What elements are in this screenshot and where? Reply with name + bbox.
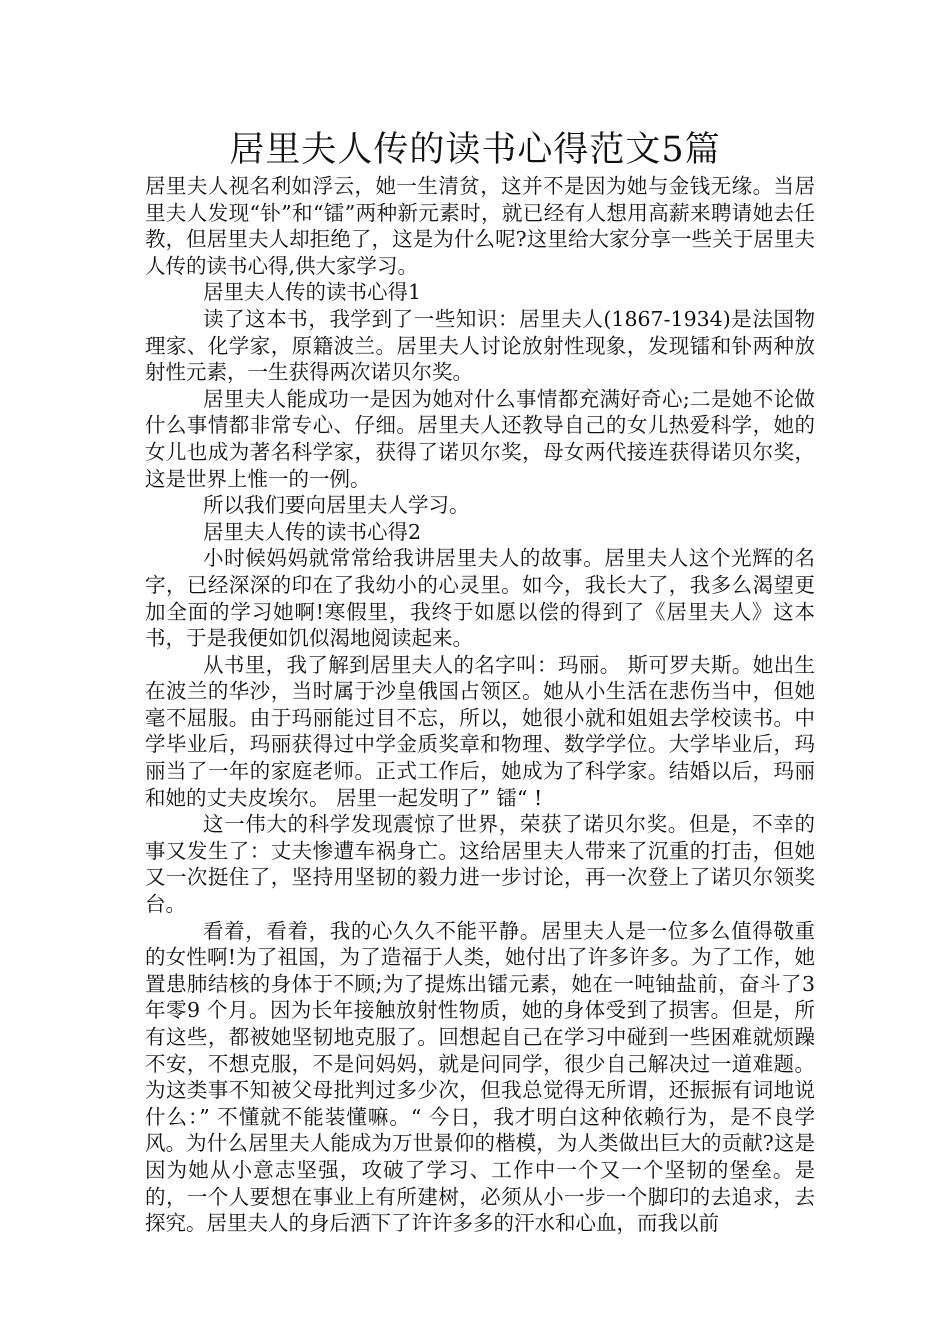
body-paragraph: 从书里，我了解到居里夫人的名字叫：玛丽。 斯可罗夫斯。她出生在波兰的华沙，当时属于沙皇俄国占领区。她从小生活在悲伤当中，但她毫不屈服。由于玛丽能过目不忘，所以，她很小就和姐姐去学校读书。中学毕业后，玛丽获得过中学金质奖章和物理、数学学位。大学毕业后，玛丽当了一年的家庭老师。正式工作后，她成为了科学家。结婚以后，玛丽和她的丈夫皮埃尔。 居里一起发明了” 镭“ ! xyxy=(145,652,815,810)
body-paragraph: 这一伟大的科学发现震惊了世界，荣获了诺贝尔奖。但是，不幸的事又发生了：丈夫惨遭车祸身亡。这给居里夫人带来了沉重的打击，但她又一次挺住了，坚持用坚韧的毅力进一步讨论，再一次登上了诺贝尔领奖台。 xyxy=(145,812,815,917)
document-title: 居里夫人传的读书心得范文5篇 xyxy=(229,130,721,170)
body-paragraph: 小时候妈妈就常常给我讲居里夫人的故事。居里夫人这个光辉的名字，已经深深的印在了我幼小的心灵里。如今，我长大了，我多么渴望更加全面的学习她啊!寒假里，我终于如愿以偿的得到了《居里夫人》这本书，于是我便如饥似渴地阅读起来。 xyxy=(145,546,815,651)
section-heading-2: 居里夫人传的读书心得2 xyxy=(203,519,422,544)
body-paragraph: 看着，看着，我的心久久不能平静。居里夫人是一位多么值得敬重的女性啊!为了祖国，为了造福于人类，她付出了许多许多。为了工作，她置患肺结核的身体于不顾;为了提炼出镭元素，她在一吨铀盐前，奋斗了3 年零9 个月。因为长年接触放射性物质，她的身体受到了损害。但是，所有这些，都被她坚韧地克服了。回想起自己在学习中碰到一些困难就烦躁不安，不想克服，不是问妈妈，就是问同学，很少自己解决过一道难题。为这类事不知被父母批判过多少次，但我总觉得无所谓，还振振有词地说什么：” 不懂就不能装懂嘛。“ 今日，我才明白这种依赖行为，是不良学风。为什么居里夫人能成为万世景仰的楷模，为人类做出巨大的贡献?这是因为她从小意志坚强，攻破了学习、工作中一个又一个坚韧的堡垒。是的，一个人要想在事业上有所建树，必须从小一步一个脚印的去追求，去探究。居里夫人的身后洒下了许许多多的汗水和心血，而我以前 xyxy=(145,918,815,1236)
body-paragraph: 所以我们要向居里夫人学习。 xyxy=(203,493,470,518)
document-body xyxy=(145,173,815,1237)
body-paragraph: 居里夫人能成功一是因为她对什么事情都充满好奇心;二是她不论做什么事情都非常专心、仔细。居里夫人还教导自己的女儿热爱科学，她的女儿也成为著名科学家，获得了诺贝尔奖，母女两代接连获得诺贝尔奖，这是世界上惟一的一例。 xyxy=(145,386,815,491)
intro-paragraph: 居里夫人视名利如浮云，她一生清贫，这并不是因为她与金钱无缘。当居里夫人发现“钋”和“镭”两种新元素时，就已经有人想用高薪来聘请她去任教，但居里夫人却拒绝了，这是为什么呢?这里给大家分享一些关于居里夫人传的读书心得,供大家学习。 xyxy=(145,174,815,278)
body-paragraph: 读了这本书，我学到了一些知识：居里夫人(1867-1934)是法国物理家、化学家，原籍波兰。居里夫人讨论放射性现象，发现镭和钋两种放射性元素，一生获得两次诺贝尔奖。 xyxy=(145,306,815,385)
section-heading-1: 居里夫人传的读书心得1 xyxy=(203,280,422,305)
